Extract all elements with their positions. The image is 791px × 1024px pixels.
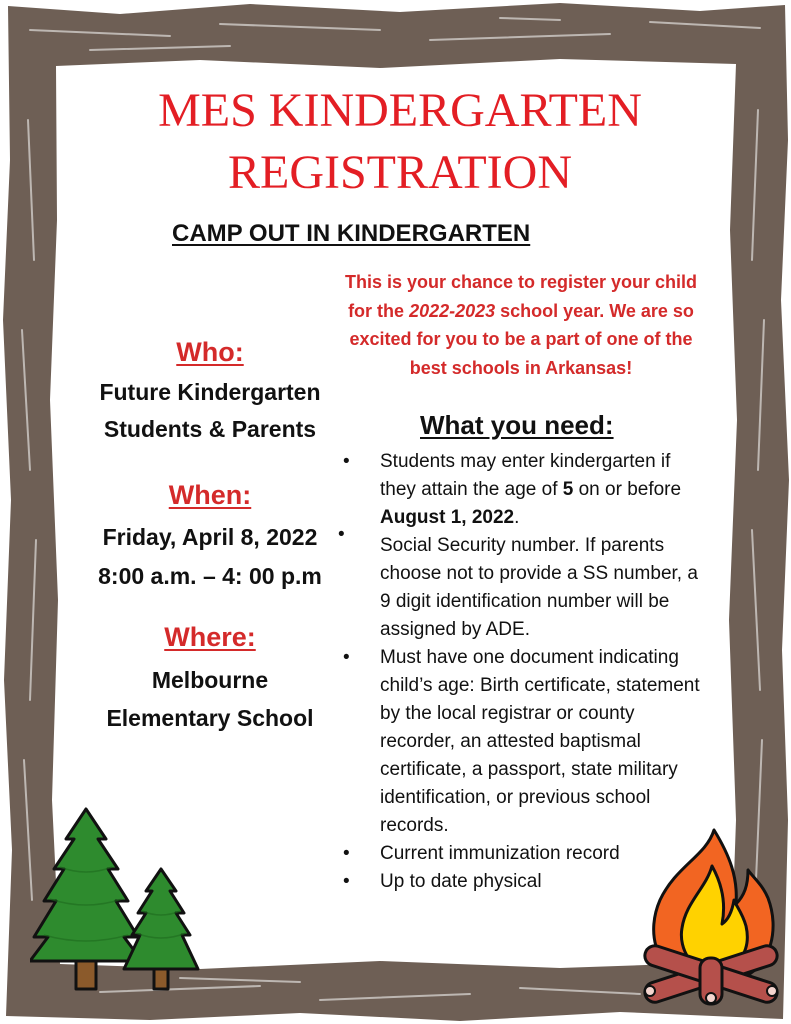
title-line-1: MES KINDERGARTEN [158, 84, 642, 137]
item-text: on or before [573, 479, 682, 500]
when-time: 8:00 a.m. – 4: 00 p.m [98, 563, 322, 589]
age-value: 5 [562, 479, 574, 500]
bullet: • [343, 647, 350, 668]
subtitle: CAMP OUT IN KINDERGARTEN [172, 220, 531, 247]
item-text: Social Security number. If parents choose not to provide a SS number, a 9 digit identification number will be assigned by ADE. [380, 535, 698, 640]
bullet: • [343, 451, 350, 472]
bullet: • [338, 524, 345, 545]
who-line-2: Students & Parents [103, 416, 317, 442]
campfire-icon [636, 826, 786, 1006]
item-text: Current immunization record [380, 843, 620, 864]
intro-text-2: school year. We are so excited for you to be a part of one of the best schools in Arkansas! [349, 300, 694, 378]
item-text: . [514, 507, 520, 528]
item-text: Must have one document indicating child’s age: Birth certificate, statement by the local registrar or county recorder, an attested baptismal certificate, a passport, state military identification, or previous school records. [380, 647, 700, 836]
cutoff-date: August 1, 2022 [380, 507, 515, 528]
list-item [338, 524, 710, 644]
needs-heading: What you need: [420, 410, 614, 440]
intro-paragraph [340, 268, 702, 382]
school-year: 2022-2023 [409, 300, 496, 321]
who-line-1: Future Kindergarten [99, 379, 321, 405]
item-text: Up to date physical [380, 871, 542, 892]
intro-text-1: This is your chance to register your child for the [344, 272, 698, 321]
list-item [340, 644, 710, 840]
item-text: Students may enter kindergarten if they attain the age of [380, 451, 671, 500]
who-heading: Who: [176, 337, 244, 367]
where-line-2: Elementary School [106, 705, 314, 731]
title-line-2: REGISTRATION [228, 146, 572, 199]
pine-tree-icon [30, 805, 210, 995]
where-heading: Where: [164, 622, 256, 652]
bullet: • [343, 871, 350, 892]
when-date: Friday, April 8, 2022 [102, 524, 318, 550]
where-line-1: Melbourne [151, 667, 269, 693]
bullet: • [343, 843, 350, 864]
list-item [340, 448, 710, 532]
when-heading: When: [168, 480, 252, 510]
